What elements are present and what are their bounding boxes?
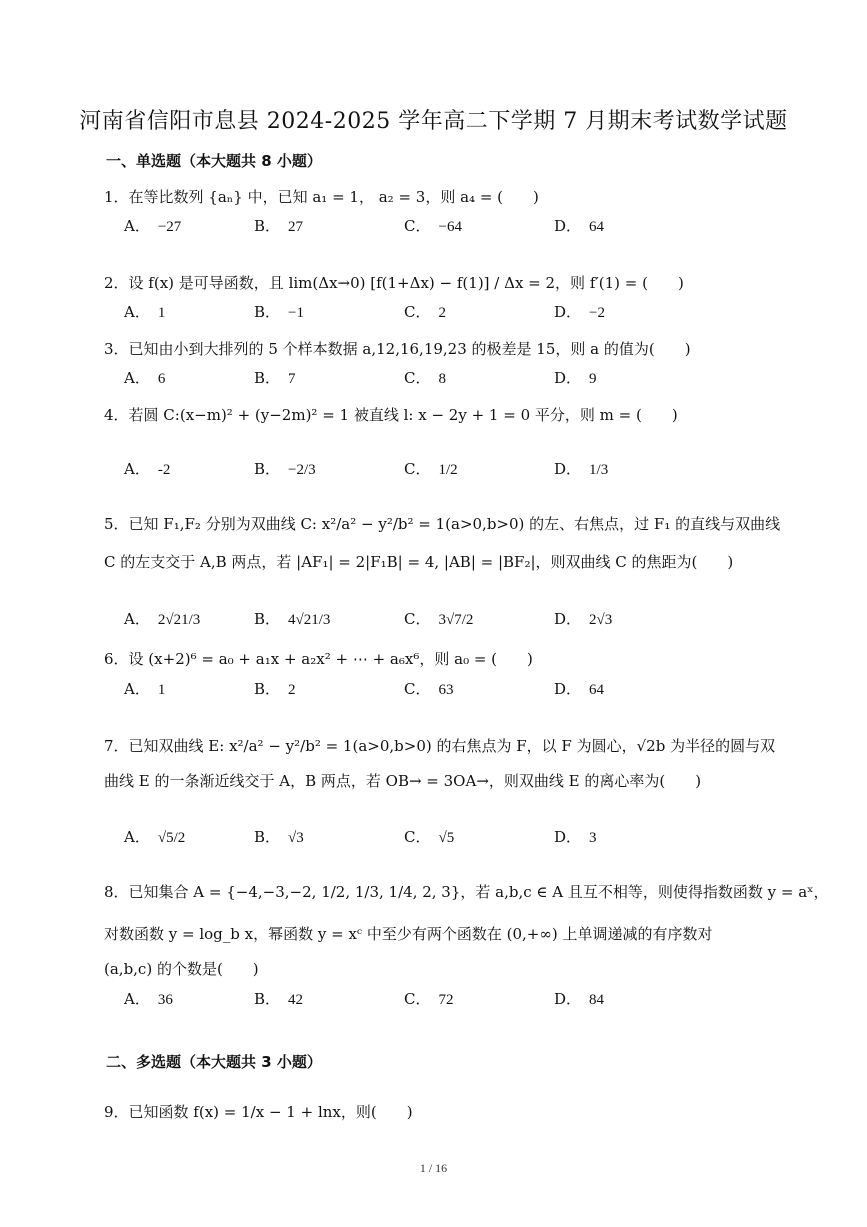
option-value: 63 xyxy=(438,682,454,698)
option-letter: D． xyxy=(554,460,582,478)
q1-option-b[interactable] xyxy=(254,219,303,235)
q7-option-b[interactable] xyxy=(254,830,304,846)
question-8-line-2: 对数函数 y = log_b x，幂函数 y = xᶜ 中至少有两个函数在 (0,+∞) 上单调递减的有序数对 xyxy=(104,925,713,943)
option-letter: B． xyxy=(254,217,281,235)
section-single-choice: 一、单选题（本大题共 8 小题） xyxy=(106,152,322,170)
option-value: 1 xyxy=(157,305,166,321)
q4-option-d[interactable] xyxy=(554,462,608,478)
q2-option-b[interactable] xyxy=(254,305,304,321)
option-value: √5 xyxy=(438,830,455,846)
option-letter: C． xyxy=(404,303,431,321)
option-value: 27 xyxy=(288,219,304,235)
q1-option-d[interactable] xyxy=(554,219,604,235)
q2-option-a[interactable] xyxy=(124,305,165,321)
option-letter: C． xyxy=(404,217,431,235)
option-value: 1/2 xyxy=(438,462,458,478)
option-value: 72 xyxy=(438,992,454,1008)
option-letter: C． xyxy=(404,610,431,628)
q5-option-b[interactable] xyxy=(254,612,330,628)
option-letter: C． xyxy=(404,369,431,387)
option-value: -2 xyxy=(157,462,171,478)
q3-option-c[interactable] xyxy=(404,371,446,387)
option-letter: C． xyxy=(404,460,431,478)
option-value: −27 xyxy=(157,219,182,235)
q8-option-a[interactable] xyxy=(124,992,173,1008)
option-letter: A． xyxy=(124,460,150,478)
question-3: 3．已知由小到大排列的 5 个样本数据 a,12,16,19,23 的极差是 15，则 a 的值为( ) xyxy=(104,340,691,358)
question-5-line-2: C 的左支交于 A,B 两点，若 |AF₁| = 2|F₁B| = 4, |AB| = |BF₂|，则双曲线 C 的焦距为( ) xyxy=(104,553,734,571)
q6-option-b[interactable] xyxy=(254,682,296,698)
option-letter: A． xyxy=(124,680,150,698)
option-letter: B． xyxy=(254,303,281,321)
option-value: 42 xyxy=(288,992,304,1008)
q4-option-a[interactable] xyxy=(124,462,170,478)
q6-option-a[interactable] xyxy=(124,682,165,698)
option-value: 2√21/3 xyxy=(157,612,201,628)
section-multi-choice: 二、多选题（本大题共 3 小题） xyxy=(106,1053,322,1071)
option-letter: D． xyxy=(554,990,582,1008)
option-letter: B． xyxy=(254,610,281,628)
q5-option-d[interactable] xyxy=(554,612,612,628)
q5-option-a[interactable] xyxy=(124,612,200,628)
page-title: 河南省信阳市息县 2024-2025 学年高二下学期 7 月期末考试数学试题 xyxy=(79,109,788,134)
option-value: 9 xyxy=(589,371,597,387)
option-letter: B． xyxy=(254,680,281,698)
question-7-line-2: 曲线 E 的一条渐近线交于 A，B 两点，若 OB→ = 3OA→，则双曲线 E 的离心率为( ) xyxy=(104,772,702,790)
question-8: 8．已知集合 A = {−4,−3,−2, 1/2, 1/3, 1/4, 2, 3}，若 a,b,c ∈ A 且互不相等，则使得指数函数 y = aˣ， xyxy=(104,883,829,901)
q7-option-d[interactable] xyxy=(554,830,597,846)
option-value: 2 xyxy=(288,682,296,698)
option-value: 64 xyxy=(589,219,605,235)
question-5: 5．已知 F₁,F₂ 分别为双曲线 C: x²/a² − y²/b² = 1(a>0,b>0) 的左、右焦点，过 F₁ 的直线与双曲线 xyxy=(104,515,781,533)
q4-option-b[interactable] xyxy=(254,462,316,478)
option-letter: D． xyxy=(554,217,582,235)
option-value: 64 xyxy=(589,682,605,698)
q1-option-c[interactable] xyxy=(404,219,462,235)
q3-option-a[interactable] xyxy=(124,371,165,387)
option-letter: B． xyxy=(254,990,281,1008)
option-value: −2/3 xyxy=(288,462,316,478)
question-7: 7．已知双曲线 E: x²/a² − y²/b² = 1(a>0,b>0) 的右焦点为 F，以 F 为圆心，√2b 为半径的圆与双 xyxy=(104,737,776,755)
q4-option-c[interactable] xyxy=(404,462,458,478)
q3-option-d[interactable] xyxy=(554,371,597,387)
question-9: 9．已知函数 f(x) = 1/x − 1 + lnx，则( ) xyxy=(104,1103,413,1121)
page-number: 1 / 16 xyxy=(419,1161,448,1175)
option-value: 1/3 xyxy=(589,462,609,478)
option-value: 8 xyxy=(438,371,446,387)
option-value: √5/2 xyxy=(157,830,186,846)
option-value: 3√7/2 xyxy=(438,612,474,628)
option-value: 4√21/3 xyxy=(288,612,331,628)
option-letter: D． xyxy=(554,680,582,698)
option-value: 7 xyxy=(288,371,296,387)
option-letter: D． xyxy=(554,610,582,628)
q3-option-b[interactable] xyxy=(254,371,296,387)
q2-option-d[interactable] xyxy=(554,305,605,321)
option-value: 2 xyxy=(438,305,446,321)
question-1: 1．在等比数列 {aₙ} 中，已知 a₁ = 1， a₂ = 3，则 a₄ = ( ) xyxy=(104,188,539,206)
q8-option-c[interactable] xyxy=(404,992,453,1008)
option-letter: A． xyxy=(124,610,150,628)
option-letter: C． xyxy=(404,990,431,1008)
option-letter: A． xyxy=(124,828,150,846)
option-letter: D． xyxy=(554,303,582,321)
question-6: 6．设 (x+2)⁶ = a₀ + a₁x + a₂x² + ⋯ + a₆x⁶，则 a₀ = ( ) xyxy=(104,650,533,668)
q8-option-b[interactable] xyxy=(254,992,303,1008)
option-value: 2√3 xyxy=(589,612,613,628)
option-letter: D． xyxy=(554,369,582,387)
option-letter: D． xyxy=(554,828,582,846)
option-letter: B． xyxy=(254,460,281,478)
q1-option-a[interactable] xyxy=(124,219,181,235)
option-letter: A． xyxy=(124,990,150,1008)
option-letter: C． xyxy=(404,680,431,698)
question-8-line-3: (a,b,c) 的个数是( ) xyxy=(104,960,259,978)
option-letter: A． xyxy=(124,369,150,387)
option-value: 36 xyxy=(157,992,173,1008)
option-value: −2 xyxy=(589,305,605,321)
option-letter: B． xyxy=(254,369,281,387)
q2-option-c[interactable] xyxy=(404,305,446,321)
q6-option-c[interactable] xyxy=(404,682,453,698)
option-value: 6 xyxy=(157,371,166,387)
option-value: −1 xyxy=(288,305,304,321)
question-4: 4．若圆 C:(x−m)² + (y−2m)² = 1 被直线 l: x − 2y + 1 = 0 平分，则 m = ( ) xyxy=(104,406,678,424)
option-value: −64 xyxy=(438,219,462,235)
option-letter: C． xyxy=(404,828,431,846)
question-2: 2．设 f(x) 是可导函数，且 lim(Δx→0) [f(1+Δx) − f(1)] / Δx = 2，则 f′(1) = ( ) xyxy=(104,274,684,292)
option-letter: B． xyxy=(254,828,281,846)
q7-option-c[interactable] xyxy=(404,830,454,846)
option-letter: A． xyxy=(124,217,150,235)
option-value: 84 xyxy=(589,992,605,1008)
option-value: √3 xyxy=(288,830,304,846)
q7-option-a[interactable] xyxy=(124,830,185,846)
option-value: 1 xyxy=(157,682,166,698)
q5-option-c[interactable] xyxy=(404,612,473,628)
option-value: 3 xyxy=(589,830,597,846)
q8-option-d[interactable] xyxy=(554,992,604,1008)
option-letter: A． xyxy=(124,303,150,321)
q6-option-d[interactable] xyxy=(554,682,604,698)
